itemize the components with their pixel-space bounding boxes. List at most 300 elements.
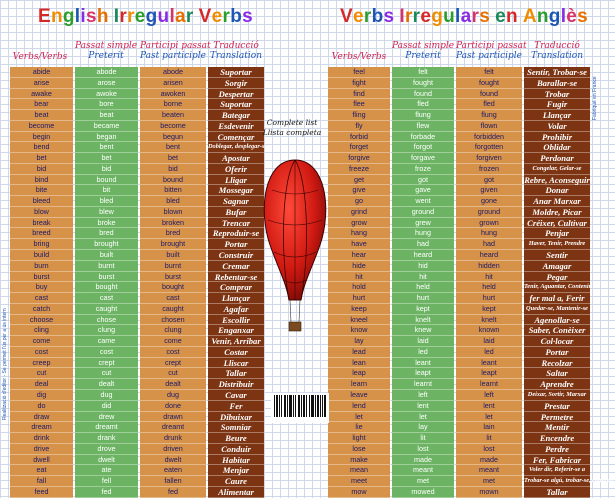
cell-past-simple: brought <box>75 239 138 250</box>
cell-past-participle: chosen <box>140 315 206 326</box>
cell-past-participle: burnt <box>140 261 206 272</box>
cell-infinitive: hide <box>328 261 390 272</box>
cell-translation: Fer, Fabricar <box>524 455 590 466</box>
cell-translation: Suportar <box>208 67 264 78</box>
cell-past-participle: come <box>140 336 206 347</box>
cell-translation: Fugir <box>524 99 590 110</box>
cell-translation: Portar <box>524 347 590 358</box>
cell-past-participle: drawn <box>140 412 206 423</box>
cell-past-participle: forgiven <box>456 153 522 164</box>
cell-past-simple: knelt <box>392 315 454 326</box>
cell-infinitive: know <box>328 325 390 336</box>
cell-past-simple: lent <box>392 401 454 412</box>
cell-infinitive: cost <box>10 347 73 358</box>
cell-infinitive: freeze <box>328 164 390 175</box>
cell-past-participle: fed <box>140 487 206 498</box>
cell-past-simple: burnt <box>75 261 138 272</box>
cell-past-simple: awoke <box>75 89 138 100</box>
cell-infinitive: break <box>10 218 73 229</box>
cell-infinitive: have <box>328 239 390 250</box>
cell-translation: Començar <box>208 132 264 143</box>
cell-translation: Prohibir <box>524 132 590 143</box>
cell-past-simple: drove <box>75 444 138 455</box>
cell-translation: Despertar <box>208 89 264 100</box>
cell-past-simple: cost <box>75 347 138 358</box>
cell-past-simple: forbade <box>392 132 454 143</box>
cell-past-participle: bound <box>140 175 206 186</box>
side-text-left: Realització d'editor - Se permet l'ús per a ús intern <box>2 308 8 420</box>
cell-past-simple: dwelt <box>75 455 138 466</box>
cell-infinitive: build <box>10 250 73 261</box>
cell-translation: Mossegar <box>208 185 264 196</box>
cell-infinitive: fight <box>328 78 390 89</box>
cell-translation: Perdre <box>524 444 590 455</box>
cell-infinitive: burn <box>10 261 73 272</box>
cell-past-participle: cut <box>140 368 206 379</box>
cell-past-participle: let <box>456 412 522 423</box>
cell-past-simple: let <box>392 412 454 423</box>
cell-infinitive: leap <box>328 368 390 379</box>
cell-translation: Prestar <box>524 401 590 412</box>
cell-past-simple: grew <box>392 218 454 229</box>
cell-translation: Enganxar <box>208 325 264 336</box>
cell-translation: Trencar <box>208 218 264 229</box>
cell-past-participle: fled <box>456 99 522 110</box>
cell-past-participle: brought <box>140 239 206 250</box>
cell-infinitive: lose <box>328 444 390 455</box>
cell-infinitive: bid <box>10 164 73 175</box>
cell-translation: Volar <box>524 121 590 132</box>
cell-infinitive: awake <box>10 89 73 100</box>
left-column-past-simple <box>75 67 138 496</box>
cell-translation: Permetre <box>524 412 590 423</box>
cell-infinitive: hang <box>328 228 390 239</box>
cell-past-simple: felt <box>392 67 454 78</box>
right-column-past-participle <box>456 67 522 496</box>
cell-past-simple: went <box>392 196 454 207</box>
cell-infinitive: bear <box>10 99 73 110</box>
cell-translation: Barallar-se <box>524 78 590 89</box>
cell-infinitive: kneel <box>328 315 390 326</box>
cell-translation: Congelar, Gelar-se <box>524 164 590 175</box>
cell-translation: Haver, Tenir, Prendre <box>524 239 590 250</box>
cell-past-simple: dreamt <box>75 422 138 433</box>
cell-past-participle: driven <box>140 444 206 455</box>
cell-translation: Perdonar <box>524 153 590 164</box>
cell-translation: Quedar-se, Mantenir-se <box>524 304 590 315</box>
left-column-translation <box>208 67 268 497</box>
cell-infinitive: cling <box>10 325 73 336</box>
cell-infinitive: bind <box>10 175 73 186</box>
cell-infinitive: choose <box>10 315 73 326</box>
cell-past-participle: built <box>140 250 206 261</box>
cell-past-participle: lent <box>456 401 522 412</box>
cell-past-participle: leapt <box>456 368 522 379</box>
cell-past-simple: heard <box>392 250 454 261</box>
cell-past-simple: forgave <box>392 153 454 164</box>
cell-past-simple: kept <box>392 304 454 315</box>
cell-past-simple: caught <box>75 304 138 315</box>
cell-past-simple: ate <box>75 465 138 476</box>
cell-past-simple: froze <box>392 164 454 175</box>
cell-infinitive: forget <box>328 142 390 153</box>
cell-past-simple: dealt <box>75 379 138 390</box>
cell-past-participle: eaten <box>140 465 206 476</box>
cell-past-participle: borne <box>140 99 206 110</box>
cell-infinitive: eat <box>10 465 73 476</box>
cell-past-simple: built <box>75 250 138 261</box>
cell-past-participle: hit <box>456 272 522 283</box>
cell-past-participle: dug <box>140 390 206 401</box>
cell-past-participle: grown <box>456 218 522 229</box>
cell-past-participle: felt <box>456 67 522 78</box>
cell-past-simple: ground <box>392 207 454 218</box>
cell-past-simple: became <box>75 121 138 132</box>
cell-past-simple: flung <box>392 110 454 121</box>
cell-past-simple: lit <box>392 433 454 444</box>
cell-translation: Oferir <box>208 164 264 175</box>
cell-past-participle: met <box>456 476 522 487</box>
cell-past-participle: fought <box>456 78 522 89</box>
cell-past-participle: meant <box>456 465 522 476</box>
cell-infinitive: come <box>10 336 73 347</box>
cell-past-participle: clung <box>140 325 206 336</box>
cell-past-participle: done <box>140 401 206 412</box>
cell-infinitive: forgive <box>328 153 390 164</box>
cell-infinitive: beat <box>10 110 73 121</box>
cell-past-simple: arose <box>75 78 138 89</box>
cell-past-participle: learnt <box>456 379 522 390</box>
cell-past-simple: crept <box>75 358 138 369</box>
cell-translation: Saber, Conèixer <box>524 325 590 336</box>
cell-past-simple: dug <box>75 390 138 401</box>
cell-translation: Suportar <box>208 99 264 110</box>
cell-past-participle: given <box>456 185 522 196</box>
cell-past-simple: bid <box>75 164 138 175</box>
cell-past-simple: chose <box>75 315 138 326</box>
cell-past-simple: gave <box>392 185 454 196</box>
cell-past-participle: dealt <box>140 379 206 390</box>
cell-past-simple: leant <box>392 358 454 369</box>
cell-past-participle: become <box>140 121 206 132</box>
cell-translation: Sentir <box>524 250 590 261</box>
cell-past-participle: awoken <box>140 89 206 100</box>
cell-translation: Portar <box>208 239 264 250</box>
cell-infinitive: drive <box>10 444 73 455</box>
cell-infinitive: bet <box>10 153 73 164</box>
cell-infinitive: blow <box>10 207 73 218</box>
cell-past-participle: hidden <box>456 261 522 272</box>
cell-infinitive: lead <box>328 347 390 358</box>
cell-infinitive: lean <box>328 358 390 369</box>
cell-infinitive: bring <box>10 239 73 250</box>
cell-past-simple: bound <box>75 175 138 186</box>
cell-past-participle: cast <box>140 293 206 304</box>
cell-infinitive: hit <box>328 272 390 283</box>
cell-translation: Mentir <box>524 422 590 433</box>
cell-past-simple: bet <box>75 153 138 164</box>
header-participle-left: Participi passat Past participle <box>140 41 211 61</box>
cell-past-simple: found <box>392 89 454 100</box>
cell-past-simple: made <box>392 455 454 466</box>
cell-past-simple: leapt <box>392 368 454 379</box>
cell-past-participle: drunk <box>140 433 206 444</box>
cell-infinitive: meet <box>328 476 390 487</box>
cell-past-participle: left <box>456 390 522 401</box>
cell-past-participle: held <box>456 282 522 293</box>
cell-translation: Beure <box>208 433 264 444</box>
cell-infinitive: let <box>328 412 390 423</box>
cell-translation: Cavar <box>208 390 264 401</box>
cell-translation: Llançar <box>524 110 590 121</box>
cell-past-simple: abode <box>75 67 138 78</box>
cell-past-participle: flung <box>456 110 522 121</box>
cell-translation: Trobar <box>524 89 590 100</box>
header-verbs-right: Verbs/Verbs <box>331 52 387 62</box>
cell-past-simple: fell <box>75 476 138 487</box>
cell-infinitive: light <box>328 433 390 444</box>
cell-translation: Llançar <box>208 293 264 304</box>
cell-translation: Venir, Arribar <box>208 336 264 347</box>
cell-translation: Pegar <box>524 272 590 283</box>
cell-translation: Costar <box>208 347 264 358</box>
side-text-right: Fabriqué en France <box>592 76 598 120</box>
cell-past-participle: burst <box>140 272 206 283</box>
cell-translation: Lliscar <box>208 358 264 369</box>
cell-past-participle: bled <box>140 196 206 207</box>
barcode-icon <box>271 393 329 423</box>
cell-past-simple: did <box>75 401 138 412</box>
cell-infinitive: get <box>328 175 390 186</box>
cell-infinitive: creep <box>10 358 73 369</box>
cell-past-participle: bought <box>140 282 206 293</box>
cell-past-participle: had <box>456 239 522 250</box>
cell-infinitive: abide <box>10 67 73 78</box>
cell-infinitive: bend <box>10 142 73 153</box>
cell-infinitive: feel <box>328 67 390 78</box>
cell-infinitive: catch <box>10 304 73 315</box>
cell-translation: Caure <box>208 476 264 487</box>
cell-past-simple: hit <box>392 272 454 283</box>
cell-past-participle: gone <box>456 196 522 207</box>
cell-past-simple: mowed <box>392 487 454 498</box>
cell-past-simple: fled <box>392 99 454 110</box>
cell-past-simple: had <box>392 239 454 250</box>
hot-air-balloon-icon <box>262 150 328 390</box>
cell-translation: Amagar <box>524 261 590 272</box>
cell-past-simple: began <box>75 132 138 143</box>
cell-translation: Trobar-se algú, trobar-se, conèixer <box>524 476 590 487</box>
cell-infinitive: hear <box>328 250 390 261</box>
cell-past-participle: bet <box>140 153 206 164</box>
cell-past-participle: knelt <box>456 315 522 326</box>
cell-infinitive: do <box>10 401 73 412</box>
cell-past-participle: leant <box>456 358 522 369</box>
cell-past-participle: known <box>456 325 522 336</box>
cell-infinitive: burst <box>10 272 73 283</box>
cell-past-simple: cut <box>75 368 138 379</box>
cell-past-simple: hung <box>392 228 454 239</box>
cell-infinitive: lend <box>328 401 390 412</box>
cell-past-participle: hurt <box>456 293 522 304</box>
cell-infinitive: arise <box>10 78 73 89</box>
cell-translation: Moldre, Picar <box>524 207 590 218</box>
cell-past-simple: blew <box>75 207 138 218</box>
cell-translation: Deixar, Sortir, Marxar <box>524 390 590 401</box>
cell-infinitive: go <box>328 196 390 207</box>
cell-past-participle: lost <box>456 444 522 455</box>
cell-past-simple: fought <box>392 78 454 89</box>
cell-past-participle: forbidden <box>456 132 522 143</box>
cell-past-participle: hung <box>456 228 522 239</box>
cell-past-participle: abode <box>140 67 206 78</box>
cell-translation: Agafar <box>208 304 264 315</box>
cell-past-participle: dreamt <box>140 422 206 433</box>
cell-infinitive: flee <box>328 99 390 110</box>
cell-infinitive: mow <box>328 487 390 498</box>
cell-past-participle: ground <box>456 207 522 218</box>
cell-past-participle: got <box>456 175 522 186</box>
cell-infinitive: bleed <box>10 196 73 207</box>
cell-translation: Rebre, Aconseguir <box>524 174 590 185</box>
cell-infinitive: grow <box>328 218 390 229</box>
right-column-infinitive <box>328 67 390 496</box>
cell-infinitive: breed <box>10 228 73 239</box>
cell-translation: Tallar <box>208 368 264 379</box>
cell-past-participle: bent <box>140 142 206 153</box>
cell-infinitive: draw <box>10 412 73 423</box>
cell-past-participle: found <box>456 89 522 100</box>
title-right: Verbs Irregulars en Anglès <box>340 6 589 27</box>
cell-past-participle: beaten <box>140 110 206 121</box>
cell-past-participle: frozen <box>456 164 522 175</box>
cell-infinitive: fly <box>328 121 390 132</box>
cell-translation: Oblidar <box>524 142 590 153</box>
cell-past-simple: bore <box>75 99 138 110</box>
cell-past-simple: drank <box>75 433 138 444</box>
cell-translation: Apostar <box>208 153 264 164</box>
cell-translation: Construir <box>208 250 264 261</box>
cell-infinitive: give <box>328 185 390 196</box>
cell-past-simple: forgot <box>392 142 454 153</box>
cell-translation: Comprar <box>208 282 264 293</box>
cell-past-participle: fallen <box>140 476 206 487</box>
cell-infinitive: hold <box>328 282 390 293</box>
cell-past-simple: bent <box>75 142 138 153</box>
cell-past-simple: knew <box>392 325 454 336</box>
cell-past-participle: bitten <box>140 185 206 196</box>
cell-infinitive: keep <box>328 304 390 315</box>
cell-past-simple: led <box>392 347 454 358</box>
cell-past-participle: caught <box>140 304 206 315</box>
cell-past-participle: heard <box>456 250 522 261</box>
cell-past-participle: bred <box>140 228 206 239</box>
cell-translation: Sentir, Trobar-se <box>524 67 590 78</box>
cell-translation: Sagnar <box>208 196 264 207</box>
cell-infinitive: hurt <box>328 293 390 304</box>
cell-past-simple: held <box>392 282 454 293</box>
cell-translation: Dibuixar <box>208 412 264 423</box>
cell-translation: Alimentar <box>208 487 264 498</box>
cell-translation: Reproduir-se <box>208 228 264 239</box>
cell-translation: Penjar <box>524 228 590 239</box>
cell-infinitive: grind <box>328 207 390 218</box>
cell-past-simple: bought <box>75 282 138 293</box>
cell-translation: Tenir, Aguantar, Contenir <box>524 282 590 293</box>
cell-past-participle: laid <box>456 336 522 347</box>
cell-past-participle: lit <box>456 433 522 444</box>
cell-past-participle: crept <box>140 358 206 369</box>
cell-infinitive: dream <box>10 422 73 433</box>
cell-translation: Distribuir <box>208 379 264 390</box>
header-past-simple-right: Passat simple Preterit <box>392 41 455 61</box>
cell-translation: Esdevenir <box>208 121 264 132</box>
cell-translation: Voler dir, Referir-se a <box>524 465 590 476</box>
cell-infinitive: become <box>10 121 73 132</box>
cell-infinitive: feed <box>10 487 73 498</box>
cell-past-participle: flown <box>456 121 522 132</box>
cell-translation: Créixer, Cultivar <box>524 218 590 229</box>
cell-past-simple: bled <box>75 196 138 207</box>
cell-infinitive: cut <box>10 368 73 379</box>
cell-infinitive: begin <box>10 132 73 143</box>
cell-translation: Anar Marxar <box>524 196 590 207</box>
cell-infinitive: mean <box>328 465 390 476</box>
cell-past-participle: arisen <box>140 78 206 89</box>
cell-past-participle: mown <box>456 487 522 498</box>
cell-past-participle: blown <box>140 207 206 218</box>
cell-infinitive: make <box>328 455 390 466</box>
cell-translation: Tallar <box>524 487 590 498</box>
cell-translation: Agenollar-se <box>524 315 590 326</box>
header-verbs-left: Verbs/Verbs <box>12 52 68 62</box>
cell-translation: Cremar <box>208 261 264 272</box>
right-column-past-simple <box>392 67 454 496</box>
cell-translation: Somniar <box>208 422 264 433</box>
header-past-simple-left: Passat simple Preterit <box>75 41 138 61</box>
cell-translation: Lligar <box>208 175 264 186</box>
cell-infinitive: cast <box>10 293 73 304</box>
cell-infinitive: learn <box>328 379 390 390</box>
cell-past-participle: bid <box>140 164 206 175</box>
header-participle-right: Participi passat Past participle <box>456 41 527 61</box>
left-column-infinitive <box>10 67 73 496</box>
cell-translation: Escollir <box>208 315 264 326</box>
cell-translation: Habitar <box>208 455 264 466</box>
cell-past-simple: left <box>392 390 454 401</box>
cell-infinitive: drink <box>10 433 73 444</box>
cell-infinitive: dig <box>10 390 73 401</box>
cell-infinitive: dwell <box>10 455 73 466</box>
cell-infinitive: leave <box>328 390 390 401</box>
header-translation-left: Traducció Translation <box>209 41 263 61</box>
cell-past-participle: broken <box>140 218 206 229</box>
cell-past-simple: cast <box>75 293 138 304</box>
cell-infinitive: lay <box>328 336 390 347</box>
cell-past-participle: begun <box>140 132 206 143</box>
cell-past-simple: lay <box>392 422 454 433</box>
cell-past-simple: hurt <box>392 293 454 304</box>
cell-past-participle: cost <box>140 347 206 358</box>
cell-past-simple: meant <box>392 465 454 476</box>
center-label: Complete list Llista completa <box>262 118 322 137</box>
header-translation-right: Traducció Translation <box>530 41 584 61</box>
cell-past-simple: got <box>392 175 454 186</box>
cell-translation: fer mal a, Ferir <box>524 293 590 304</box>
cell-past-simple: beat <box>75 110 138 121</box>
cell-past-simple: learnt <box>392 379 454 390</box>
cell-infinitive: find <box>328 89 390 100</box>
